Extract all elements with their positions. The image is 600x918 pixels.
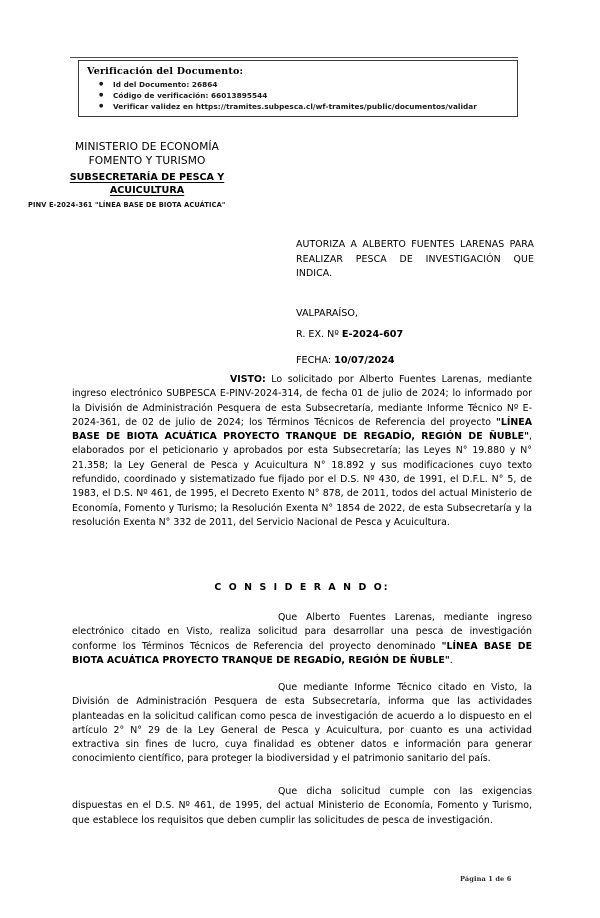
- resolution-meta: [296, 303, 534, 371]
- page-number-footer: Página 1 de 6: [460, 875, 512, 883]
- verification-title: Verificación del Documento:: [87, 66, 244, 77]
- visto-project-title: "LÍNEA BASE DE BIOTA ACUÁTICA PROYECTO TRANQUE DE REGADÍO, REGIÓN DE ÑUBLE": [72, 416, 532, 443]
- subsecretaria-line-1: SUBSECRETARÍA DE PESCA Y: [69, 172, 225, 183]
- resolution-number-line: [296, 324, 534, 345]
- considerando-p3-text: Que dicha solicitud cumple con las exigencias dispuestas en el D.S. Nº 461, de 1995, del actual Ministerio de Economía, Fomento y Turismo, que establece los requisitos que deben cumplir las solicitudes de pesca de investigación.: [72, 786, 532, 826]
- considerando-p1-project-title: "LÍNEA BASE DE BIOTA ACUÁTICA PROYECTO TRANQUE DE REGADÍO, REGIÓN DE ÑUBLE": [72, 640, 533, 666]
- subsecretaria-heading: [28, 171, 266, 197]
- ministry-line-1: MINISTERIO DE ECONOMÍA: [74, 141, 219, 153]
- considerando-paragraph-2: [72, 681, 532, 767]
- considerando-paragraph-3: [72, 785, 532, 828]
- subsecretaria-line-2: ACUICULTURA: [109, 185, 185, 196]
- considerando-heading: C O N S I D E R A N D O:: [214, 582, 390, 593]
- verification-list: [87, 79, 513, 112]
- verification-document-id: ● Id del Documento: 26864: [87, 79, 513, 90]
- verification-box: [78, 60, 518, 117]
- visto-text-2: , elaborados por el peticionario y aprobados por esta Subsecretaría; las Leyes N° 19.880 y N° 21.358; la Ley General de Pesca y Acuicultura N° 18.892 y sus modificaciones cuyo texto refundido, coordinado y sistematizado fue fijado por el D.S. Nº 430, de 1991, el D.F.L. N° 5, de 1983, el D.S. Nº 461, de 1995, el Decreto Exento N° 878, de 2011, todos del actual Ministerio de Economía, Fomento y Turismo; la Resolución Exenta N° 1854 de 2022, de esta Subsecretaría y la resolución Exenta N° 332 de 2011, del Servicio Nacional de Pesca y Acuicultura.: [72, 431, 532, 528]
- considerando-p1-text-2: .: [449, 654, 453, 666]
- project-code-line: PINV E-2024-361 "LÍNEA BASE DE BIOTA ACUÁTICA": [28, 201, 226, 209]
- date-value: 10/07/2024: [334, 355, 395, 366]
- visto-paragraph: [72, 373, 532, 530]
- verification-url[interactable]: ● Verificar validez en https://tramites.subpesca.cl/wf-tramites/public/documentos/validar: [87, 101, 565, 112]
- subject-heading: AUTORIZA A ALBERTO FUENTES LARENAS PARA REALIZAR PESCA DE INVESTIGACIÓN QUE INDICA.: [296, 239, 534, 279]
- verification-code: ● Código de verificación: 66013895544: [87, 90, 513, 101]
- considerando-p1-text-1: Que Alberto Fuentes Larenas, mediante ingreso electrónico citado en Visto, realiza solicitud para desarrollar una pesca de investigación conforme los Términos Técnicos de Referencia del proyecto denominado: [72, 612, 532, 652]
- considerando-p2-text: Que mediante Informe Técnico citado en Visto, la División de Administración Pesquera de esta Subsecretaría, informa que las actividades planteadas en la solicitud califican como pesca de investigación de acuerdo a lo dispuesto en el artículo 2° N° 29 de la Ley General de Pesca y Acuicultura, por cuanto es una actividad extractiva sin fines de lucro, cuya finalidad es obtener datos e información para generar conocimiento científico, para proteger la biodiversidad y el patrimonio sanitario del país.: [72, 682, 532, 765]
- verification-top-rule: [70, 57, 518, 58]
- date-label: FECHA:: [296, 355, 335, 366]
- ministry-line-2: FOMENTO Y TURISMO: [88, 155, 206, 167]
- resolution-label: R. EX. Nº: [296, 329, 342, 340]
- date-line: [296, 350, 534, 371]
- letterhead: [28, 140, 266, 197]
- resolution-number: E-2024-607: [341, 329, 404, 340]
- visto-label: VISTO:: [230, 374, 266, 385]
- considerando-paragraph-1: [72, 611, 532, 668]
- city-line: VALPARAÍSO,: [296, 308, 358, 319]
- visto-text-1: Lo solicitado por Alberto Fuentes Larenas, mediante ingreso electrónico SUBPESCA E-PINV-2024-314, de fecha 01 de julio de 2024; lo informado por la División de Administración Pesquera de esta Subsecretaría, mediante Informe Técnico Nº E-2024-361, de 02 de julio de 2024; los Términos Técnicos de Referencia del proyecto: [72, 374, 532, 428]
